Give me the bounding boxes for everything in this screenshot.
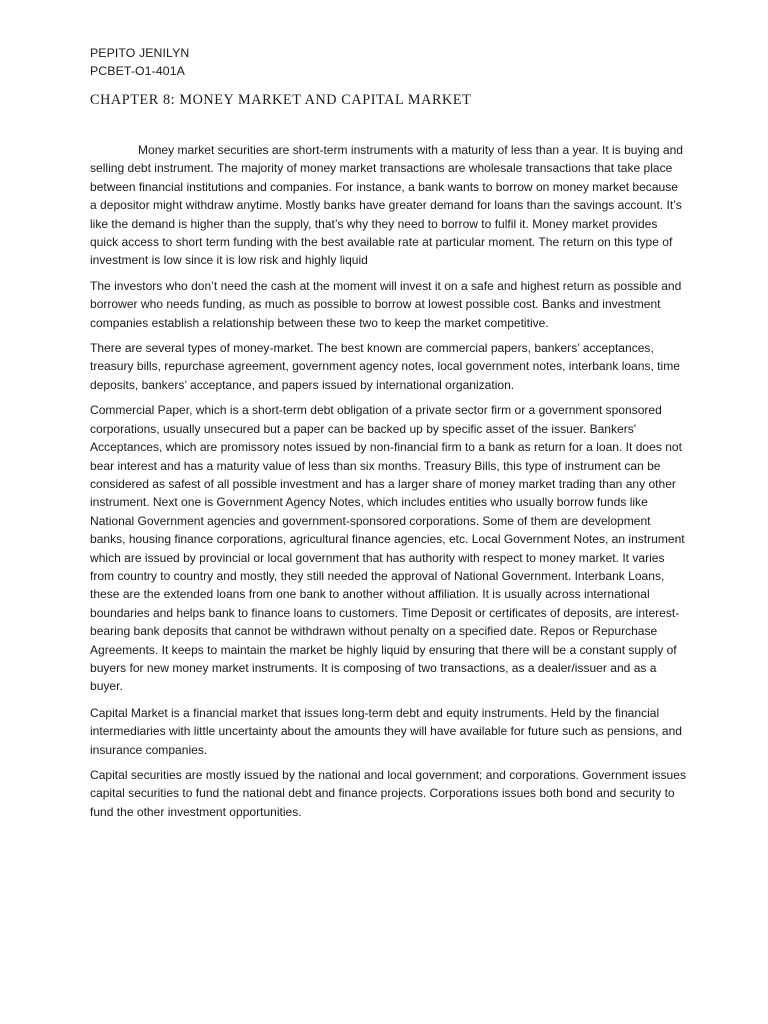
chapter-title: CHAPTER 8: MONEY MARKET AND CAPITAL MARKET: [90, 92, 472, 108]
paragraph-instruments: Commercial Paper, which is a short-term debt obligation of a private sector firm or a government sponsored corporations, usually unsecured but a paper can be backed up by specific asset of the issuer. Bankers' Acceptances, which are promissory notes issued by non-financial firm to a bank as return for a loan. It does not bear interest and has a maturity value of less than six months. Treasury Bills, this type of instrument can be considered as safest of all possible investment and has a larger share of money market trading than any other instrument. Next one is Government Agency Notes, which includes entities who usually borrow funds like National Government agencies and government-sponsored corporations. Some of them are development banks, housing finance corporations, agricultural finance agencies, etc. Local Government Notes, an instrument which are issued by provincial or local government that has authority with respect to money market. It varies from country to country and mostly, they still needed the approval of National Government. Interbank Loans, these are the extended loans from one bank to another without affiliation. It is usually across international boundaries and helps bank to finance loans to customers. Time Deposit or certificates of deposits, are interest-bearing bank deposits that cannot be withdrawn without penalty on a specified date. Repos or Repurchase Agreements. It keeps to maintain the market be highly liquid by ensuring that there will be a constant supply of buyers for new money market instruments. It is composing of two transactions, as a dealer/issuer and as a buyer.: [90, 403, 685, 694]
paragraph-types: There are several types of money-market. The best known are commercial papers, bankers’ acceptances, treasury bills, repurchase agreement, government agency notes, local government notes, interbank loans, time deposits, bankers’ acceptance, and papers issued by international organization.: [90, 341, 680, 392]
paragraph-investors: The investors who don’t need the cash at the moment will invest it on a safe and highest return as possible and borrower who needs funding, as much as possible to borrow at lowest possible cost. Banks and investment companies establish a relationship between these two to keep the market competitive.: [90, 278, 682, 330]
author-name: PEPITO JENILYN: [90, 46, 190, 60]
course-code: PCBET-O1-401A: [90, 64, 185, 78]
paragraph-capital-securities: Capital securities are mostly issued by the national and local government; and corporations. Government issues capital securities to fund the national debt and finance projects. Corporations issues both bond and security to fund the other investment opportunities.: [90, 768, 686, 819]
paragraph-capital-market: Capital Market is a financial market that issues long-term debt and equity instruments. Held by the financial intermediaries with little uncertainty about the amounts they will have available for future such as pensions, and insurance companies.: [90, 705, 682, 757]
paragraph-money-market-intro: Money market securities are short-term instruments with a maturity of less than a year. It is buying and selling debt instrument. The majority of money market transactions are wholesale transactions that take place between financial institutions and companies. For instance, a bank wants to borrow on money market because a depositor might withdraw anytime. Mostly banks have greater demand for loans than the savings account. It’s like the demand is higher than the supply, that’s why they need to borrow to fulfil it. Money market provides quick access to short term funding with the best available rate at particular moment. The return on this type of investment is low since it is low risk and highly liquid: [90, 143, 684, 268]
document-page: [90, 44, 686, 821]
